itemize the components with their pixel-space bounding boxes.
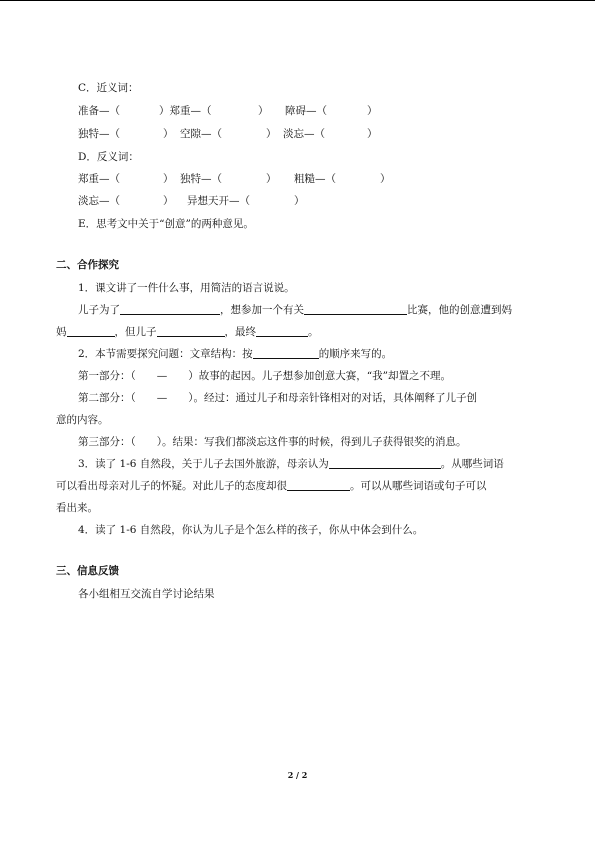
question-1-prompt: 1．课文讲了一件什么事，用简洁的语言说说。 [78,282,295,294]
fill-blank[interactable] [67,325,115,337]
question-3-line-1: 3．读了 1-6 自然段，关于儿子去国外旅游，母亲认为 。从哪些词语 [78,458,504,470]
fill-blank[interactable] [287,479,350,491]
fill-blank[interactable] [304,303,407,315]
top-border-line [0,0,595,1]
cooperative-inquiry-heading: 二、合作探究 [56,259,119,271]
section-e-text: E．思考文中关于“创意”的两种意见。 [78,218,254,230]
question-3-line-3: 看出来。 [56,502,98,514]
question-2-part-one: 第一部分：（ — ）故事的起因。儿子想参加创意大赛，“我”却置之不理。 [78,370,451,382]
fill-blank[interactable] [329,457,441,469]
synonyms-title: C．近义词： [78,82,139,94]
fill-blank[interactable] [253,347,319,359]
information-feedback-heading: 三、信息反馈 [56,565,119,577]
page-number: 2 / 2 [287,770,308,780]
antonyms-title: D．反义词： [78,151,139,163]
question-1-fill-line-2: 妈 ，但儿子 ，最终 。 [56,326,319,338]
question-2-structure: 2．本节需要探究问题：文章结构：按 的顺序来写的。 [78,348,393,360]
question-3-line-2: 可以看出母亲对儿子的怀疑。对此儿子的态度却很 。可以从哪些词语或句子可以 [56,480,487,492]
question-2-part-three: 第三部分：（ ）。结果：写我们都淡忘这件事的时候，得到儿子获得银奖的消息。 [78,436,467,448]
question-1-fill-line-1: 儿子为了 ，想参加一个有关 比赛，他的创意遭到妈 [78,304,512,316]
question-2-part-two-cont: 意的内容。 [56,414,109,426]
fill-blank[interactable] [256,325,308,337]
information-feedback-text: 各小组相互交流自学讨论结果 [78,588,215,600]
fill-blank[interactable] [157,325,225,337]
question-4-text: 4．读了 1-6 自然段，你认为儿子是个怎么样的孩子，你从中体会到什么。 [78,524,424,536]
fill-blank[interactable] [120,303,220,315]
question-2-part-two: 第二部分：（ — ）。经过：通过儿子和母亲针锋相对的对话，具体阐释了儿子创 [78,392,477,404]
